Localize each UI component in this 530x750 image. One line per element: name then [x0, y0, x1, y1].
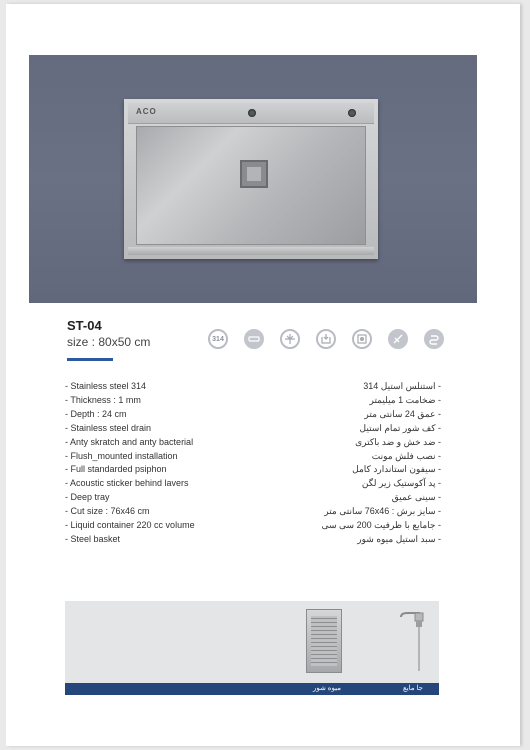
- list-item: - Full standarded psiphon: [65, 464, 167, 475]
- list-item: - سیفون استاندارد کامل: [352, 464, 441, 475]
- sink-lip: [128, 247, 374, 255]
- title-underline: [67, 358, 113, 361]
- list-item: - Deep tray: [65, 492, 110, 503]
- list-item: - ضد خش و ضد باکتری: [355, 436, 441, 447]
- siphon-icon: [424, 329, 444, 349]
- spec-lists: [65, 380, 445, 550]
- list-item: - ضخامت 1 میلیمتر: [369, 394, 441, 405]
- list-item: - Liquid container 220 cc volume: [65, 520, 195, 531]
- drain-icon: [240, 160, 268, 188]
- tap-hole: [348, 109, 356, 117]
- sink-bowl: [136, 126, 366, 245]
- list-item: - Acoustic sticker behind lavers: [65, 478, 189, 489]
- brand-logo: ACO: [136, 107, 157, 116]
- list-item: - پد آکوستیک زیر لگن: [361, 478, 441, 489]
- scratch-resistant-icon: [388, 329, 408, 349]
- feature-icons: [208, 329, 444, 351]
- drain-icon: [352, 329, 372, 349]
- basket-caption: میوه شور: [313, 685, 341, 692]
- steel-314-label: 314: [212, 335, 224, 343]
- accessories-gallery: [65, 601, 439, 693]
- product-hero-image: [29, 55, 477, 303]
- list-item: - سایز برش : 76x46 سانتی متر: [324, 506, 441, 517]
- spec-list-english: [65, 380, 195, 547]
- list-item: - Anty skratch and anty bacterial: [65, 436, 194, 447]
- list-item: - Stainless steel 314: [65, 381, 147, 391]
- thickness-icon: [244, 329, 264, 349]
- spec-list-persian: [321, 380, 441, 547]
- list-item: - Steel basket: [65, 533, 121, 544]
- list-item: - نصب فلش مونت: [371, 450, 441, 461]
- tap-hole: [248, 109, 256, 117]
- list-item: - Flush_mounted installation: [65, 450, 178, 461]
- flush-install-icon: [280, 329, 300, 349]
- deep-tray-icon: [316, 329, 336, 349]
- list-item: - Stainless steel drain: [65, 422, 152, 433]
- model-title: ST-04: [67, 318, 102, 333]
- list-item: - عمق 24 سانتی متر: [364, 408, 441, 419]
- liquid-dispenser-image: [395, 611, 435, 675]
- steel-basket-image: [306, 609, 342, 673]
- sink-image: [124, 99, 378, 259]
- list-item: - سبد استیل میوه شور: [357, 533, 441, 544]
- steel-314-icon: [208, 329, 228, 349]
- list-item: - جامایع با ظرفیت 200 سی سی: [321, 520, 441, 531]
- basket-mesh: [311, 616, 337, 666]
- list-item: - Cut size : 76x46 cm: [65, 506, 150, 517]
- list-item: - سینی عمیق: [391, 492, 441, 503]
- list-item: - کف شور تمام استیل: [359, 422, 441, 433]
- list-item: - استنلس استیل 314: [363, 381, 441, 391]
- accessories-caption-bar: [65, 683, 439, 695]
- dispenser-caption: جا مایع: [403, 685, 423, 692]
- list-item: - Thickness : 1 mm: [65, 394, 141, 405]
- list-item: - Depth : 24 cm: [65, 408, 127, 419]
- model-size: size : 80x50 cm: [67, 335, 151, 349]
